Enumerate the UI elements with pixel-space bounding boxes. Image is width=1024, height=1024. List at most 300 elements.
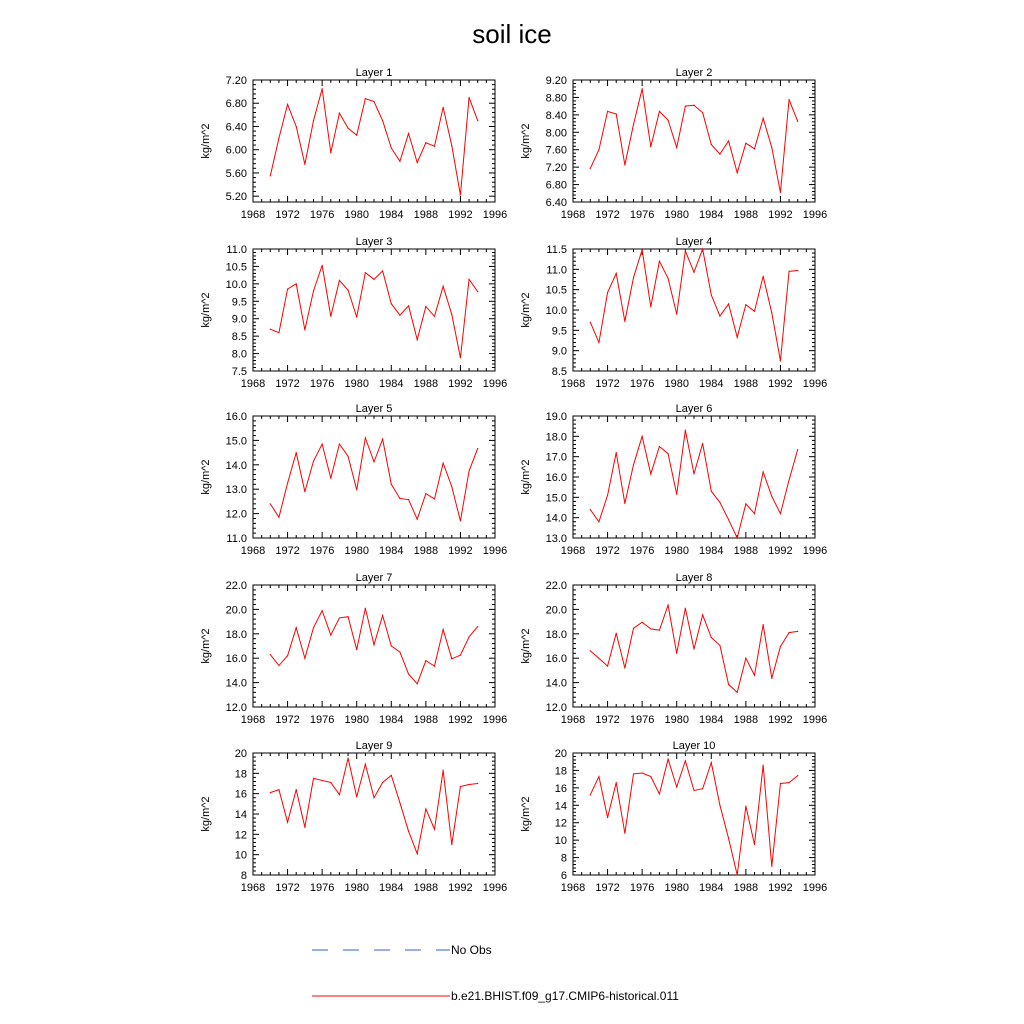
data-point <box>330 478 331 479</box>
data-point <box>719 153 720 154</box>
data-point <box>425 306 426 307</box>
data-point <box>590 509 591 510</box>
x-tick-label: 1984 <box>379 714 404 726</box>
data-point <box>607 666 608 667</box>
data-point <box>347 757 348 758</box>
data-point <box>667 278 668 279</box>
y-tick-label: 11.0 <box>226 533 247 545</box>
data-point <box>780 513 781 514</box>
x-tick-label: 1976 <box>629 378 655 390</box>
data-point <box>607 292 608 293</box>
data-point <box>322 443 323 444</box>
y-tick-label: 12 <box>234 829 247 842</box>
data-point <box>443 629 444 630</box>
data-point <box>667 453 668 454</box>
data-point <box>702 112 703 113</box>
data-point <box>460 655 461 656</box>
data-point <box>313 461 314 462</box>
x-tick-label: 1968 <box>560 209 586 221</box>
x-tick-label: 1996 <box>482 545 508 557</box>
y-tick-label: 12.0 <box>225 508 247 521</box>
x-tick-label: 1992 <box>448 714 473 726</box>
data-point <box>754 311 755 312</box>
y-tick-label: 14.0 <box>225 677 247 690</box>
data-point <box>616 113 617 114</box>
data-point <box>443 770 444 771</box>
x-tick-label: 1988 <box>413 378 439 390</box>
data-point <box>304 164 305 165</box>
data-point <box>373 101 374 102</box>
data-point <box>451 844 452 845</box>
x-tick-label: 1968 <box>240 545 266 557</box>
data-point <box>399 498 400 499</box>
y-tick-label: 6 <box>560 870 567 882</box>
x-tick-label: 1980 <box>664 209 689 221</box>
x-tick-label: 1996 <box>802 714 828 726</box>
data-point <box>728 519 729 520</box>
x-tick-label: 1996 <box>802 545 828 557</box>
y-tick-label: 14 <box>234 809 247 821</box>
x-tick-label: 1992 <box>768 882 793 894</box>
data-point <box>633 277 634 278</box>
data-point <box>633 464 634 465</box>
data-point <box>443 462 444 463</box>
y-tick-label: 6.40 <box>545 197 567 209</box>
data-point <box>745 806 746 807</box>
data-point <box>780 783 781 784</box>
y-tick-label: 12.0 <box>225 702 247 714</box>
data-point <box>391 645 392 646</box>
y-tick-label: 20 <box>554 748 567 760</box>
x-tick-label: 1984 <box>699 882 724 894</box>
y-tick-label: 6.00 <box>225 144 247 157</box>
data-point <box>624 321 625 322</box>
data-point <box>598 149 599 150</box>
data-point <box>468 470 469 471</box>
x-tick-label: 1992 <box>768 714 793 726</box>
data-point <box>616 452 617 453</box>
data-point <box>451 486 452 487</box>
data-point <box>468 784 469 785</box>
data-point <box>685 106 686 107</box>
data-point <box>797 121 798 122</box>
x-tick-label: 1992 <box>448 545 473 557</box>
data-point <box>365 608 366 609</box>
x-tick-label: 1984 <box>699 545 724 557</box>
panel-title: Layer 10 <box>672 740 716 752</box>
y-tick-label: 20.0 <box>225 604 247 617</box>
series-line <box>590 759 797 875</box>
data-point <box>408 831 409 832</box>
data-point <box>339 280 340 281</box>
data-point <box>590 322 591 323</box>
x-tick-label: 1968 <box>240 882 266 894</box>
data-point <box>745 143 746 144</box>
x-tick-label: 1980 <box>344 545 369 557</box>
data-point <box>745 658 746 659</box>
data-point <box>763 471 764 472</box>
x-tick-label: 1980 <box>344 714 369 726</box>
data-point <box>434 498 435 499</box>
x-tick-label: 1976 <box>309 209 335 221</box>
x-tick-label: 1972 <box>595 882 620 894</box>
y-tick-label: 18.0 <box>225 628 247 641</box>
panel-title: Layer 8 <box>675 572 713 584</box>
y-axis-label: kg/m^2 <box>200 628 212 664</box>
x-tick-label: 1992 <box>768 209 793 221</box>
data-point <box>693 105 694 106</box>
data-point <box>693 272 694 273</box>
y-tick-label: 20 <box>234 748 247 760</box>
y-axis-label: kg/m^2 <box>200 123 212 159</box>
data-point <box>624 833 625 834</box>
y-tick-label: 7.5 <box>231 366 247 378</box>
panel-layer-3 <box>200 236 507 390</box>
x-tick-label: 1988 <box>413 714 439 726</box>
x-tick-label: 1984 <box>699 209 724 221</box>
data-point <box>382 439 383 440</box>
data-point <box>659 793 660 794</box>
data-point <box>676 653 677 654</box>
x-tick-label: 1972 <box>595 378 620 390</box>
data-point <box>685 608 686 609</box>
y-tick-label: 10.5 <box>225 261 247 274</box>
data-point <box>719 645 720 646</box>
x-tick-label: 1972 <box>595 545 620 557</box>
y-tick-label: 16.0 <box>225 653 247 666</box>
x-tick-label: 1992 <box>768 545 793 557</box>
data-point <box>322 88 323 89</box>
y-tick-label: 14.0 <box>545 677 567 690</box>
y-tick-label: 8.00 <box>545 127 567 140</box>
x-tick-label: 1996 <box>482 882 508 894</box>
data-point <box>616 273 617 274</box>
data-point <box>650 146 651 147</box>
data-point <box>771 147 772 148</box>
plot-frame <box>573 753 815 875</box>
data-point <box>278 665 279 666</box>
data-point <box>391 303 392 304</box>
x-tick-label: 1992 <box>448 882 473 894</box>
data-point <box>313 778 314 779</box>
legend <box>312 943 679 1003</box>
x-tick-label: 1976 <box>629 545 655 557</box>
data-point <box>754 844 755 845</box>
data-point <box>788 782 789 783</box>
data-point <box>460 520 461 521</box>
y-tick-label: 20.0 <box>545 604 567 617</box>
data-point <box>624 503 625 504</box>
data-point <box>711 491 712 492</box>
x-tick-label: 1980 <box>344 882 369 894</box>
data-point <box>278 137 279 138</box>
data-point <box>763 118 764 119</box>
x-tick-label: 1972 <box>275 545 300 557</box>
data-point <box>780 192 781 193</box>
y-tick-label: 6.80 <box>225 98 247 111</box>
data-point <box>590 794 591 795</box>
series-line <box>270 758 477 854</box>
data-point <box>287 822 288 823</box>
y-tick-label: 8 <box>560 852 567 865</box>
x-tick-label: 1976 <box>309 714 335 726</box>
x-tick-label: 1996 <box>482 714 508 726</box>
data-point <box>408 673 409 674</box>
data-point <box>443 286 444 287</box>
data-point <box>616 782 617 783</box>
x-tick-label: 1984 <box>379 209 404 221</box>
series-line <box>590 249 797 361</box>
data-point <box>399 315 400 316</box>
data-point <box>382 120 383 121</box>
panel-title: Layer 6 <box>675 403 713 415</box>
data-point <box>797 775 798 776</box>
data-point <box>711 762 712 763</box>
x-tick-label: 1968 <box>240 378 266 390</box>
data-point <box>270 329 271 330</box>
data-point <box>330 152 331 153</box>
data-point <box>477 448 478 449</box>
y-tick-label: 7.20 <box>225 75 247 87</box>
x-tick-label: 1996 <box>802 209 828 221</box>
data-point <box>607 111 608 112</box>
data-point <box>616 633 617 634</box>
data-point <box>365 764 366 765</box>
x-tick-label: 1976 <box>629 882 655 894</box>
data-point <box>676 494 677 495</box>
data-point <box>598 342 599 343</box>
data-point <box>278 789 279 790</box>
data-point <box>693 648 694 649</box>
y-axis-label: kg/m^2 <box>200 459 212 495</box>
y-tick-label: 16.0 <box>545 653 567 666</box>
data-point <box>642 249 643 250</box>
data-point <box>477 120 478 121</box>
data-point <box>719 316 720 317</box>
data-point <box>754 675 755 676</box>
data-point <box>373 644 374 645</box>
figure-title: soil ice <box>472 19 552 49</box>
y-tick-label: 13.0 <box>545 533 567 545</box>
panel-layer-7 <box>200 572 507 726</box>
x-tick-label: 1976 <box>629 714 655 726</box>
y-tick-label: 12 <box>554 817 567 830</box>
panel-layer-6 <box>520 403 827 557</box>
data-point <box>598 776 599 777</box>
data-point <box>347 290 348 291</box>
data-point <box>417 339 418 340</box>
plot-frame <box>573 585 815 707</box>
plot-frame <box>253 249 495 371</box>
y-tick-label: 14.0 <box>225 459 247 472</box>
data-point <box>685 430 686 431</box>
data-point <box>711 144 712 145</box>
data-point <box>434 316 435 317</box>
data-point <box>373 461 374 462</box>
data-point <box>434 666 435 667</box>
data-point <box>477 783 478 784</box>
data-point <box>278 517 279 518</box>
data-point <box>719 502 720 503</box>
series-line <box>270 89 477 195</box>
panel-title: Layer 5 <box>355 403 393 415</box>
data-point <box>711 294 712 295</box>
series-line <box>270 438 477 521</box>
data-point <box>382 270 383 271</box>
data-point <box>356 796 357 797</box>
x-tick-label: 1984 <box>379 378 404 390</box>
y-tick-label: 5.60 <box>225 167 247 180</box>
y-tick-label: 8.80 <box>545 92 567 105</box>
data-point <box>754 513 755 514</box>
y-tick-label: 8.0 <box>231 348 247 361</box>
x-tick-label: 1976 <box>309 378 335 390</box>
data-point <box>624 164 625 165</box>
data-point <box>780 360 781 361</box>
y-tick-label: 10.0 <box>545 305 567 317</box>
y-tick-label: 10.5 <box>545 284 567 297</box>
data-point <box>728 303 729 304</box>
data-point <box>763 276 764 277</box>
data-point <box>797 449 798 450</box>
data-point <box>763 765 764 766</box>
x-tick-label: 1996 <box>802 378 828 390</box>
y-tick-label: 12.0 <box>545 702 567 714</box>
data-point <box>313 290 314 291</box>
data-point <box>788 99 789 100</box>
data-point <box>788 271 789 272</box>
data-point <box>425 142 426 143</box>
data-point <box>676 786 677 787</box>
data-point <box>719 805 720 806</box>
data-point <box>339 113 340 114</box>
x-tick-label: 1972 <box>275 209 300 221</box>
data-point <box>382 782 383 783</box>
data-point <box>460 357 461 358</box>
y-tick-label: 9.20 <box>545 75 567 87</box>
y-tick-label: 19.0 <box>545 411 567 423</box>
data-point <box>425 660 426 661</box>
data-point <box>642 88 643 89</box>
x-tick-label: 1984 <box>699 714 724 726</box>
data-point <box>391 775 392 776</box>
data-point <box>373 279 374 280</box>
y-axis-label: kg/m^2 <box>520 796 532 832</box>
y-tick-label: 6.80 <box>545 179 567 192</box>
y-tick-label: 15.0 <box>545 492 567 505</box>
data-point <box>745 304 746 305</box>
y-tick-label: 16.0 <box>225 411 247 423</box>
data-point <box>347 456 348 457</box>
x-tick-label: 1992 <box>448 378 473 390</box>
y-tick-label: 7.20 <box>545 162 567 175</box>
data-point <box>339 794 340 795</box>
series-line <box>590 430 797 538</box>
x-tick-label: 1992 <box>768 378 793 390</box>
y-tick-label: 10.0 <box>225 278 247 291</box>
y-tick-label: 16.0 <box>545 472 567 484</box>
data-point <box>296 789 297 790</box>
data-point <box>417 162 418 163</box>
data-point <box>667 605 668 606</box>
panel-layer-5 <box>200 403 507 557</box>
data-point <box>417 853 418 854</box>
y-tick-label: 17.0 <box>545 451 567 464</box>
x-tick-label: 1992 <box>448 209 473 221</box>
data-point <box>339 443 340 444</box>
data-point <box>633 773 634 774</box>
y-tick-label: 22.0 <box>225 580 247 592</box>
x-tick-label: 1980 <box>344 378 369 390</box>
data-point <box>702 248 703 249</box>
data-point <box>650 473 651 474</box>
data-point <box>728 838 729 839</box>
data-point <box>685 760 686 761</box>
plot-frame <box>573 416 815 538</box>
data-point <box>356 316 357 317</box>
y-axis-label: kg/m^2 <box>520 123 532 159</box>
data-point <box>633 628 634 629</box>
data-point <box>771 312 772 313</box>
x-tick-label: 1976 <box>309 545 335 557</box>
x-tick-label: 1976 <box>309 882 335 894</box>
y-tick-label: 8.5 <box>231 331 247 344</box>
data-point <box>590 168 591 169</box>
y-tick-label: 16 <box>554 782 567 795</box>
panel-layer-2 <box>520 67 827 221</box>
x-tick-label: 1972 <box>595 209 620 221</box>
data-point <box>373 797 374 798</box>
data-point <box>330 634 331 635</box>
data-point <box>460 786 461 787</box>
data-point <box>737 692 738 693</box>
x-tick-label: 1988 <box>733 882 759 894</box>
data-point <box>763 624 764 625</box>
x-tick-label: 1980 <box>344 209 369 221</box>
data-point <box>399 161 400 162</box>
y-tick-label: 16 <box>234 788 247 801</box>
y-tick-label: 15.0 <box>225 435 247 448</box>
data-point <box>693 473 694 474</box>
data-point <box>745 503 746 504</box>
data-point <box>624 667 625 668</box>
data-point <box>365 98 366 99</box>
data-point <box>313 627 314 628</box>
data-point <box>667 119 668 120</box>
data-point <box>270 792 271 793</box>
y-tick-label: 13.0 <box>225 484 247 497</box>
data-point <box>417 683 418 684</box>
panel-title: Layer 3 <box>355 236 393 248</box>
data-point <box>304 658 305 659</box>
data-point <box>417 519 418 520</box>
data-point <box>468 636 469 637</box>
x-tick-label: 1996 <box>482 378 508 390</box>
data-point <box>322 265 323 266</box>
data-point <box>477 291 478 292</box>
x-tick-label: 1980 <box>664 882 689 894</box>
data-point <box>642 622 643 623</box>
panel-title: Layer 9 <box>355 740 393 752</box>
data-point <box>797 270 798 271</box>
data-point <box>659 261 660 262</box>
x-tick-label: 1996 <box>802 882 828 894</box>
data-point <box>659 446 660 447</box>
data-point <box>451 658 452 659</box>
data-point <box>676 313 677 314</box>
y-tick-label: 10 <box>554 835 567 848</box>
data-point <box>287 655 288 656</box>
